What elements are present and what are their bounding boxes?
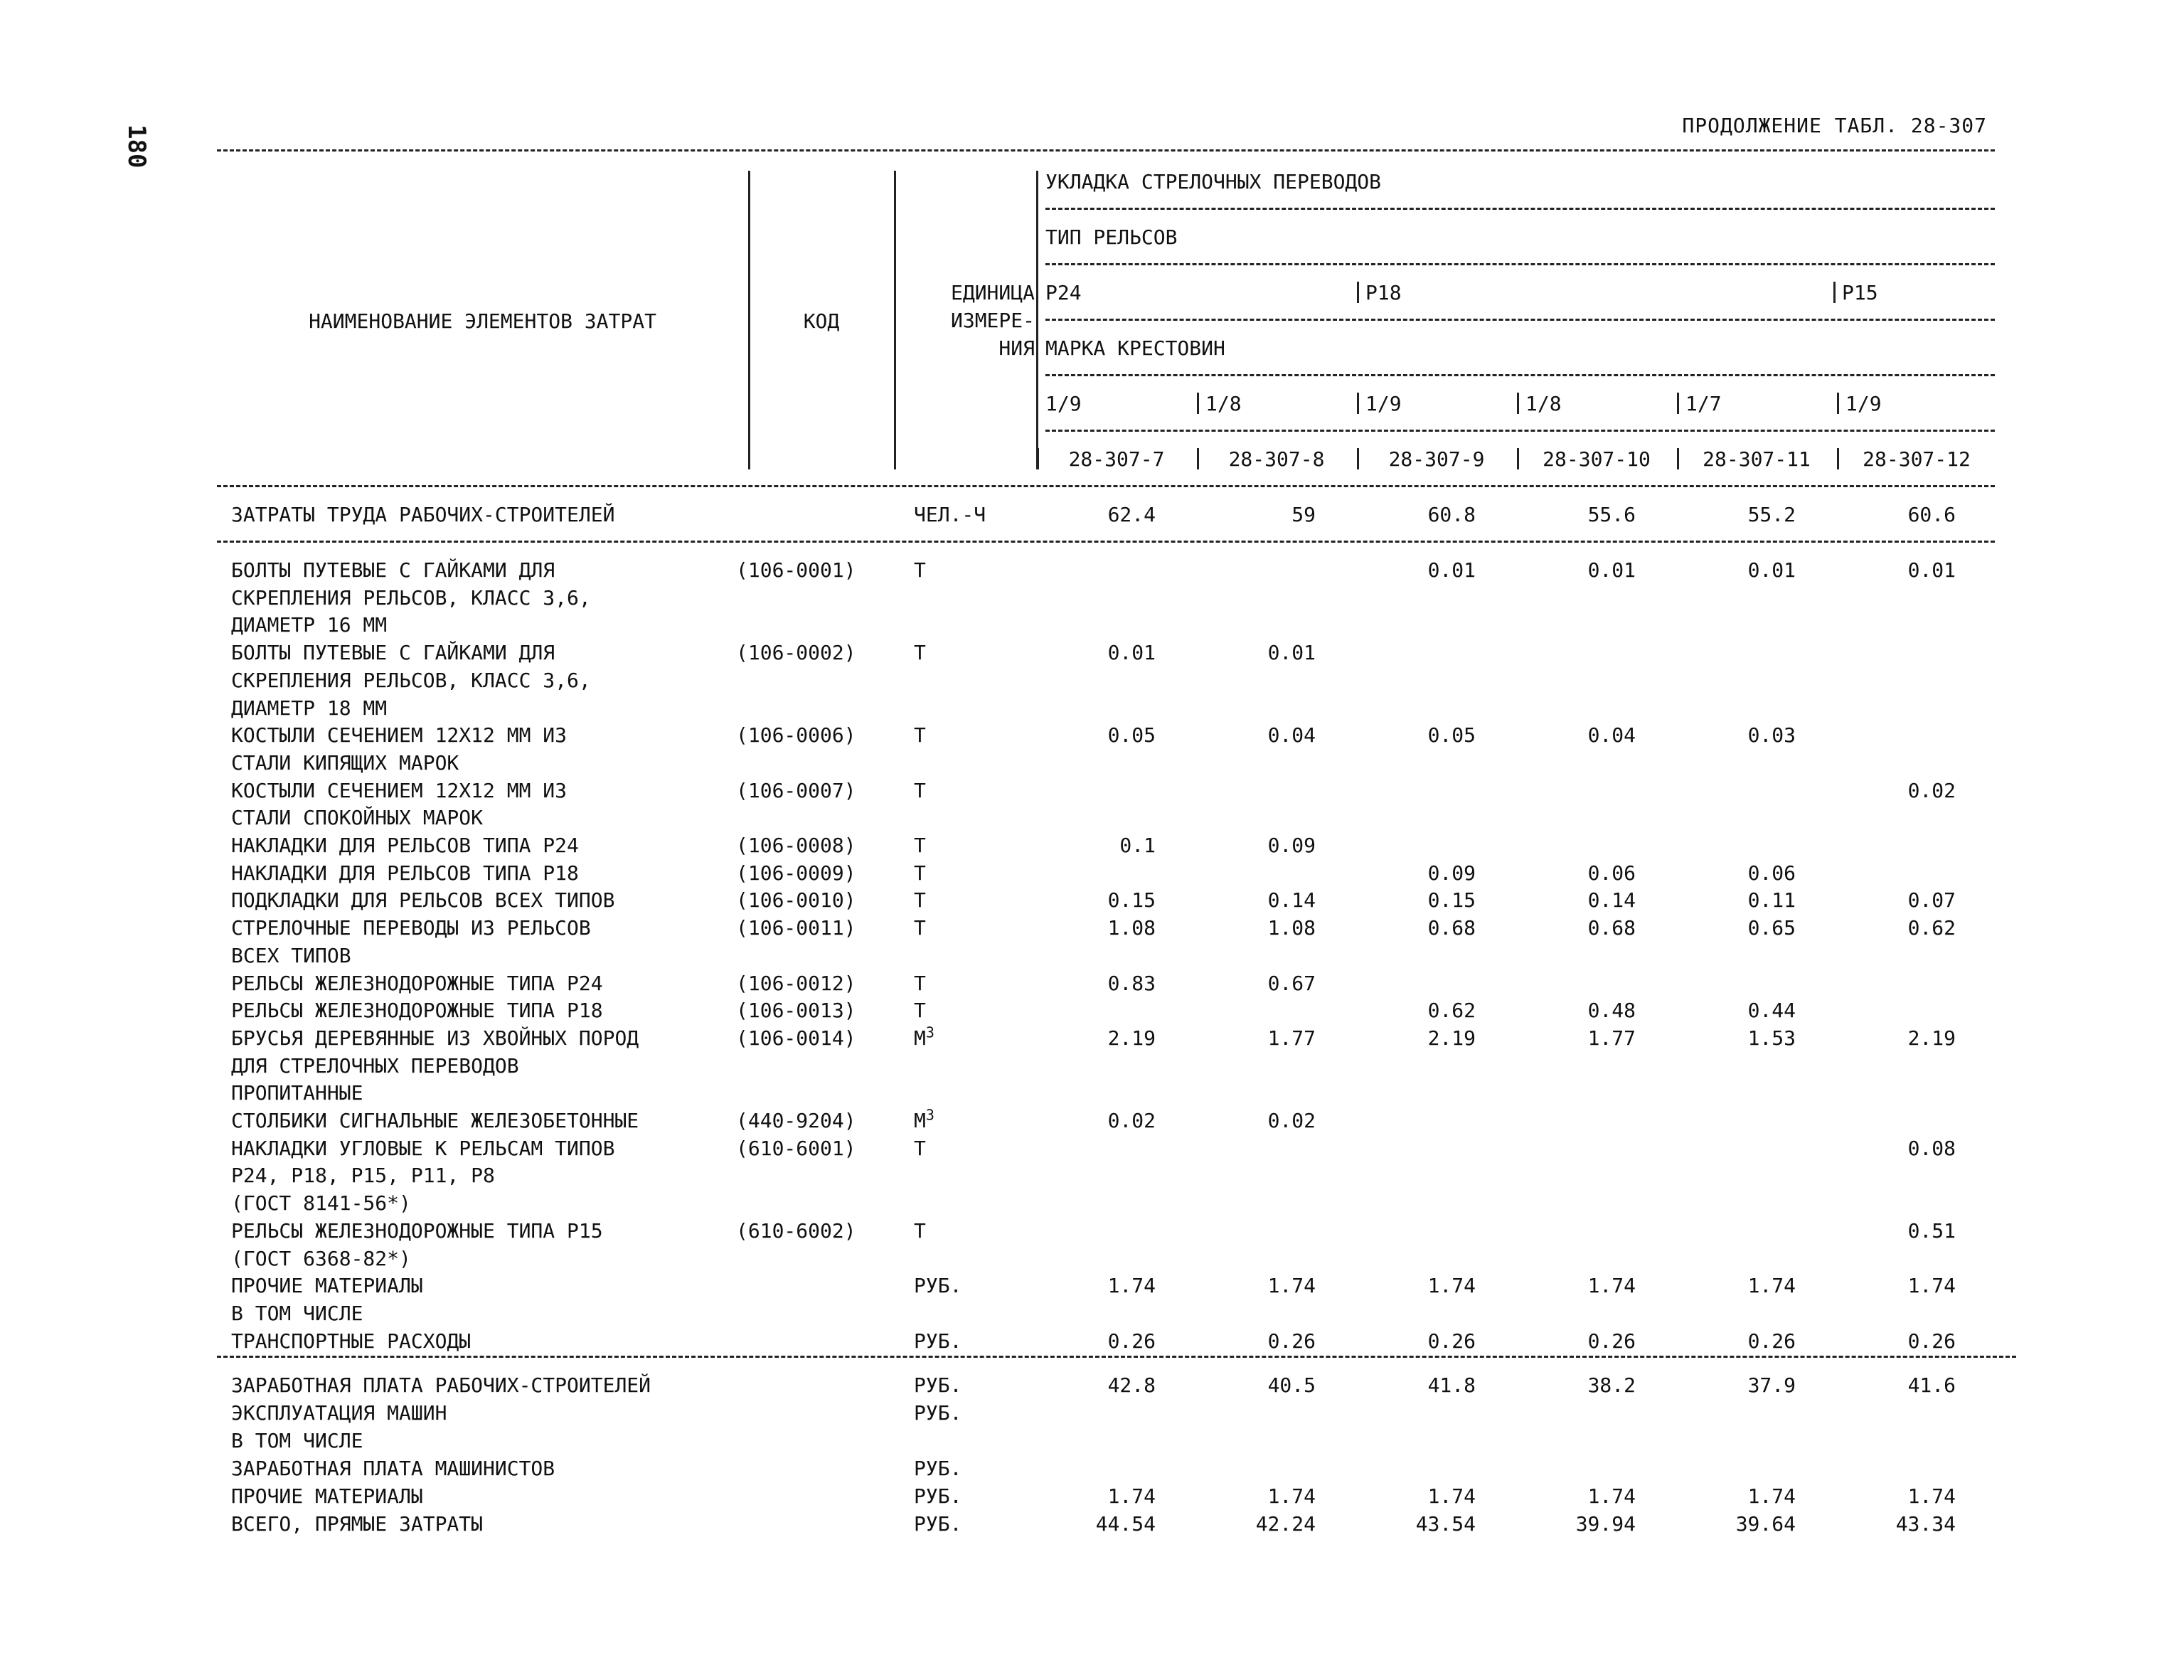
- header-code-number: 28-307-8: [1228, 447, 1325, 471]
- total-unit: РУБ.: [914, 1484, 962, 1508]
- material-code: (610-6001): [736, 1136, 856, 1160]
- page-number: 180: [122, 124, 151, 169]
- material-value: 2.19: [1907, 1026, 1956, 1050]
- material-value: 0.09: [1427, 861, 1476, 885]
- material-code: (106-0006): [736, 723, 856, 748]
- material-value: 1.74: [1267, 1274, 1316, 1298]
- material-code: (106-0014): [736, 1026, 856, 1050]
- material-value: 0.48: [1587, 999, 1636, 1023]
- material-value: 1.74: [1907, 1274, 1956, 1298]
- material-value: 0.01: [1587, 558, 1636, 582]
- header-code-number: 28-307-7: [1068, 447, 1165, 471]
- material-value: 0.26: [1427, 1329, 1476, 1353]
- material-name: ДИАМЕТР 16 ММ: [231, 613, 388, 637]
- labor-value: 60.6: [1907, 503, 1956, 526]
- material-name: ДЛЯ СТРЕЛОЧНЫХ ПЕРЕВОДОВ: [231, 1053, 519, 1078]
- total-value: 38.2: [1587, 1373, 1636, 1397]
- rule-line: [217, 149, 1995, 151]
- material-value: 0.05: [1107, 723, 1156, 748]
- labor-value: 55.2: [1747, 503, 1796, 526]
- material-value: 0.04: [1587, 723, 1636, 748]
- material-value: 0.01: [1907, 558, 1956, 582]
- column-separator: [1517, 448, 1519, 469]
- material-value: 1.74: [1587, 1274, 1636, 1298]
- material-unit: Т: [914, 1136, 926, 1160]
- material-name: Р24, Р18, Р15, Р11, Р8: [231, 1164, 495, 1188]
- column-separator: [1517, 393, 1519, 414]
- total-value: 1.74: [1267, 1484, 1316, 1508]
- header-work: УКЛАДКА СТРЕЛОЧНЫХ ПЕРЕВОДОВ: [1045, 170, 1382, 193]
- total-name: ПРОЧИЕ МАТЕРИАЛЫ: [231, 1484, 423, 1508]
- total-name: В ТОМ ЧИСЛЕ: [231, 1429, 363, 1452]
- material-value: 1.77: [1587, 1026, 1636, 1050]
- header-name: НАИМЕНОВАНИЕ ЭЛЕМЕНТОВ ЗАТРАТ: [309, 309, 656, 333]
- material-name: СТАЛИ КИПЯЩИХ МАРОК: [231, 750, 459, 775]
- total-unit: РУБ.: [914, 1512, 962, 1536]
- material-code: (106-0008): [736, 834, 856, 857]
- material-name: (ГОСТ 8141-56*): [231, 1191, 411, 1216]
- header-rail-type: Р24: [1045, 281, 1082, 304]
- material-unit: Т: [914, 723, 926, 748]
- header-unit: НИЯ: [998, 336, 1035, 360]
- material-name: ПРОЧИЕ МАТЕРИАЛЫ: [231, 1274, 423, 1298]
- total-unit: РУБ.: [914, 1373, 962, 1397]
- material-name: РЕЛЬСЫ ЖЕЛЕЗНОДОРОЖНЫЕ ТИПА Р24: [231, 971, 603, 995]
- material-unit: Т: [914, 916, 926, 940]
- material-code: (106-0013): [736, 999, 856, 1023]
- rule-line: [217, 541, 1995, 543]
- material-name: (ГОСТ 6368-82*): [231, 1246, 411, 1270]
- material-name: СТРЕЛОЧНЫЕ ПЕРЕВОДЫ ИЗ РЕЛЬСОВ: [231, 916, 591, 940]
- material-value: 0.11: [1747, 888, 1796, 913]
- header-code-number: 28-307-10: [1543, 447, 1651, 471]
- material-name: ПРОПИТАННЫЕ: [231, 1081, 363, 1105]
- material-value: 0.51: [1907, 1218, 1956, 1243]
- material-code: (610-6002): [736, 1218, 856, 1243]
- material-code: (106-0007): [736, 778, 856, 802]
- material-value: 0.03: [1747, 723, 1796, 748]
- material-value: 0.01: [1267, 641, 1316, 665]
- material-name: НАКЛАДКИ ДЛЯ РЕЛЬСОВ ТИПА Р18: [231, 861, 579, 885]
- column-separator: [1357, 448, 1359, 469]
- column-separator: [1036, 171, 1038, 469]
- material-name: КОСТЫЛИ СЕЧЕНИЕМ 12Х12 ММ ИЗ: [231, 778, 568, 802]
- material-value: 1.74: [1427, 1274, 1476, 1298]
- column-separator: [1837, 393, 1839, 414]
- material-value: 0.26: [1907, 1329, 1956, 1353]
- material-unit: Т: [914, 778, 926, 802]
- material-value: 0.26: [1267, 1329, 1316, 1353]
- material-name: БРУСЬЯ ДЕРЕВЯННЫЕ ИЗ ХВОЙНЫХ ПОРОД: [231, 1026, 639, 1050]
- material-unit: $М^3$: [914, 1106, 934, 1132]
- material-unit: Т: [914, 999, 926, 1023]
- total-value: 41.6: [1907, 1373, 1956, 1397]
- total-value: 39.64: [1735, 1512, 1796, 1536]
- material-value: 0.26: [1107, 1329, 1156, 1353]
- column-separator: [1837, 448, 1839, 469]
- labor-value: 55.6: [1587, 503, 1636, 526]
- material-value: 1.53: [1747, 1026, 1796, 1050]
- header-frog: 1/9: [1045, 392, 1082, 415]
- material-value: 0.06: [1587, 861, 1636, 885]
- rule-line: [1045, 319, 1995, 321]
- rule-line: [1045, 374, 1995, 376]
- material-value: 2.19: [1107, 1026, 1156, 1050]
- total-value: 40.5: [1267, 1373, 1316, 1397]
- material-value: 0.65: [1747, 916, 1796, 940]
- material-name: СТОЛБИКИ СИГНАЛЬНЫЕ ЖЕЛЕЗОБЕТОННЫЕ: [231, 1109, 639, 1132]
- total-value: 1.74: [1587, 1484, 1636, 1508]
- material-value: 0.83: [1107, 971, 1156, 995]
- header-rail-label: ТИП РЕЛЬСОВ: [1045, 225, 1178, 249]
- total-value: 37.9: [1747, 1373, 1796, 1397]
- material-value: 0.67: [1267, 971, 1316, 995]
- column-separator: [1677, 448, 1679, 469]
- total-value: 43.54: [1415, 1512, 1476, 1536]
- material-unit: Т: [914, 1218, 926, 1243]
- labor-value: 62.4: [1107, 503, 1156, 526]
- material-value: 0.26: [1747, 1329, 1796, 1353]
- material-code: (106-0009): [736, 861, 856, 885]
- header-unit: ЕДИНИЦА: [950, 281, 1035, 304]
- material-code: (440-9204): [736, 1109, 856, 1132]
- column-separator: [1037, 448, 1039, 469]
- total-value: 1.74: [1907, 1484, 1956, 1508]
- material-code: (106-0002): [736, 641, 856, 665]
- total-value: 42.24: [1255, 1512, 1316, 1536]
- header-frog: 1/9: [1365, 392, 1402, 415]
- material-value: 2.19: [1427, 1026, 1476, 1050]
- header-code-number: 28-307-12: [1863, 447, 1971, 471]
- total-unit: РУБ.: [914, 1401, 962, 1425]
- total-name: ЗАРАБОТНАЯ ПЛАТА МАШИНИСТОВ: [231, 1457, 555, 1480]
- total-value: 42.8: [1107, 1373, 1156, 1397]
- header-frog: 1/9: [1845, 392, 1882, 415]
- material-name: РЕЛЬСЫ ЖЕЛЕЗНОДОРОЖНЫЕ ТИПА Р18: [231, 999, 603, 1023]
- continuation-title: ПРОДОЛЖЕНИЕ ТАБЛ. 28-307: [1682, 114, 1987, 137]
- material-unit: РУБ.: [914, 1329, 962, 1353]
- material-value: 1.77: [1267, 1026, 1316, 1050]
- material-value: 0.01: [1107, 641, 1156, 665]
- material-name: ВСЕХ ТИПОВ: [231, 943, 351, 967]
- header-frog: 1/8: [1205, 392, 1242, 415]
- column-separator: [1677, 393, 1679, 414]
- labor-value: 60.8: [1427, 503, 1476, 526]
- material-value: 0.04: [1267, 723, 1316, 748]
- material-value: 1.08: [1107, 916, 1156, 940]
- material-name: БОЛТЫ ПУТЕВЫЕ С ГАЙКАМИ ДЛЯ: [231, 558, 555, 582]
- column-separator: [1197, 448, 1199, 469]
- total-name: ЗАРАБОТНАЯ ПЛАТА РАБОЧИХ-СТРОИТЕЛЕЙ: [231, 1373, 651, 1397]
- material-value: 1.74: [1747, 1274, 1796, 1298]
- material-code: (106-0010): [736, 888, 856, 913]
- material-value: 0.62: [1907, 916, 1956, 940]
- material-value: 0.15: [1427, 888, 1476, 913]
- header-code: КОД: [803, 309, 840, 333]
- material-name: ДИАМЕТР 18 ММ: [231, 696, 388, 720]
- material-code: (106-0001): [736, 558, 856, 582]
- material-name: СТАЛИ СПОКОЙНЫХ МАРОК: [231, 806, 484, 830]
- material-value: 1.08: [1267, 916, 1316, 940]
- material-value: 0.62: [1427, 999, 1476, 1023]
- total-unit: РУБ.: [914, 1457, 962, 1480]
- material-name: СКРЕПЛЕНИЯ РЕЛЬСОВ, КЛАСС 3,6,: [231, 668, 591, 692]
- material-unit: РУБ.: [914, 1274, 962, 1298]
- material-value: 0.08: [1907, 1136, 1956, 1160]
- material-unit: Т: [914, 558, 926, 582]
- rule-line: [1045, 430, 1995, 432]
- material-value: 0.02: [1107, 1109, 1156, 1132]
- material-name: КОСТЫЛИ СЕЧЕНИЕМ 12Х12 ММ ИЗ: [231, 723, 568, 748]
- total-name: ЭКСПЛУАТАЦИЯ МАШИН: [231, 1401, 447, 1425]
- material-value: 0.14: [1267, 888, 1316, 913]
- header-code-number: 28-307-11: [1703, 447, 1811, 471]
- material-value: 0.07: [1907, 888, 1956, 913]
- total-value: 1.74: [1427, 1484, 1476, 1508]
- material-value: 0.15: [1107, 888, 1156, 913]
- header-code-number: 28-307-9: [1388, 447, 1485, 471]
- material-unit: Т: [914, 641, 926, 665]
- material-name: РЕЛЬСЫ ЖЕЛЕЗНОДОРОЖНЫЕ ТИПА Р15: [231, 1218, 603, 1243]
- material-code: (106-0012): [736, 971, 856, 995]
- labor-name: ЗАТРАТЫ ТРУДА РАБОЧИХ-СТРОИТЕЛЕЙ: [231, 503, 615, 526]
- rule-line: [1045, 263, 1995, 265]
- total-value: 1.74: [1747, 1484, 1796, 1508]
- material-value: 0.02: [1267, 1109, 1316, 1132]
- total-value: 39.94: [1575, 1512, 1636, 1536]
- material-unit: Т: [914, 971, 926, 995]
- material-name: НАКЛАДКИ ДЛЯ РЕЛЬСОВ ТИПА Р24: [231, 834, 579, 857]
- material-value: 0.1: [1119, 834, 1156, 857]
- material-unit: Т: [914, 834, 926, 857]
- material-code: (106-0011): [736, 916, 856, 940]
- total-value: 1.74: [1107, 1484, 1156, 1508]
- material-name: ТРАНСПОРТНЫЕ РАСХОДЫ: [231, 1329, 472, 1353]
- material-value: 0.14: [1587, 888, 1636, 913]
- material-unit: $М^3$: [914, 1024, 934, 1050]
- total-value: 41.8: [1427, 1373, 1476, 1397]
- material-name: В ТОМ ЧИСЛЕ: [231, 1301, 363, 1325]
- column-separator: [1357, 282, 1359, 303]
- material-name: НАКЛАДКИ УГЛОВЫЕ К РЕЛЬСАМ ТИПОВ: [231, 1136, 615, 1160]
- material-value: 1.74: [1107, 1274, 1156, 1298]
- material-name: ПОДКЛАДКИ ДЛЯ РЕЛЬСОВ ВСЕХ ТИПОВ: [231, 888, 615, 913]
- header-unit: ИЗМЕРЕ-: [950, 309, 1035, 332]
- unit-superscript: 3: [925, 1106, 934, 1124]
- material-value: 0.02: [1907, 778, 1956, 802]
- column-separator: [1357, 393, 1359, 414]
- material-value: 0.68: [1427, 916, 1476, 940]
- header-frog-label: МАРКА КРЕСТОВИН: [1045, 336, 1225, 360]
- rule-line: [217, 1356, 2016, 1358]
- material-value: 0.09: [1267, 834, 1316, 857]
- header-frog: 1/7: [1685, 392, 1722, 415]
- material-value: 0.26: [1587, 1329, 1636, 1353]
- material-name: БОЛТЫ ПУТЕВЫЕ С ГАЙКАМИ ДЛЯ: [231, 641, 555, 665]
- header-rail-type: Р15: [1842, 281, 1878, 304]
- material-value: 0.68: [1587, 916, 1636, 940]
- labor-value: 59: [1291, 503, 1316, 526]
- total-value: 43.34: [1895, 1512, 1956, 1536]
- material-name: СКРЕПЛЕНИЯ РЕЛЬСОВ, КЛАСС 3,6,: [231, 585, 591, 610]
- material-value: 0.01: [1747, 558, 1796, 582]
- total-value: 44.54: [1095, 1512, 1156, 1536]
- material-unit: Т: [914, 861, 926, 885]
- material-value: 0.01: [1427, 558, 1476, 582]
- column-separator: [1197, 393, 1199, 414]
- header-frog: 1/8: [1525, 392, 1562, 415]
- material-value: 0.06: [1747, 861, 1796, 885]
- labor-unit: ЧЕЛ.-Ч: [914, 503, 986, 526]
- column-separator: [1833, 282, 1836, 303]
- total-name: ВСЕГО, ПРЯМЫЕ ЗАТРАТЫ: [231, 1512, 484, 1536]
- material-value: 0.05: [1427, 723, 1476, 748]
- rule-line: [217, 485, 1995, 487]
- unit-superscript: 3: [925, 1024, 934, 1041]
- material-unit: Т: [914, 888, 926, 913]
- material-value: 0.44: [1747, 999, 1796, 1023]
- header-rail-type: Р18: [1365, 281, 1402, 304]
- rule-line: [1045, 208, 1995, 210]
